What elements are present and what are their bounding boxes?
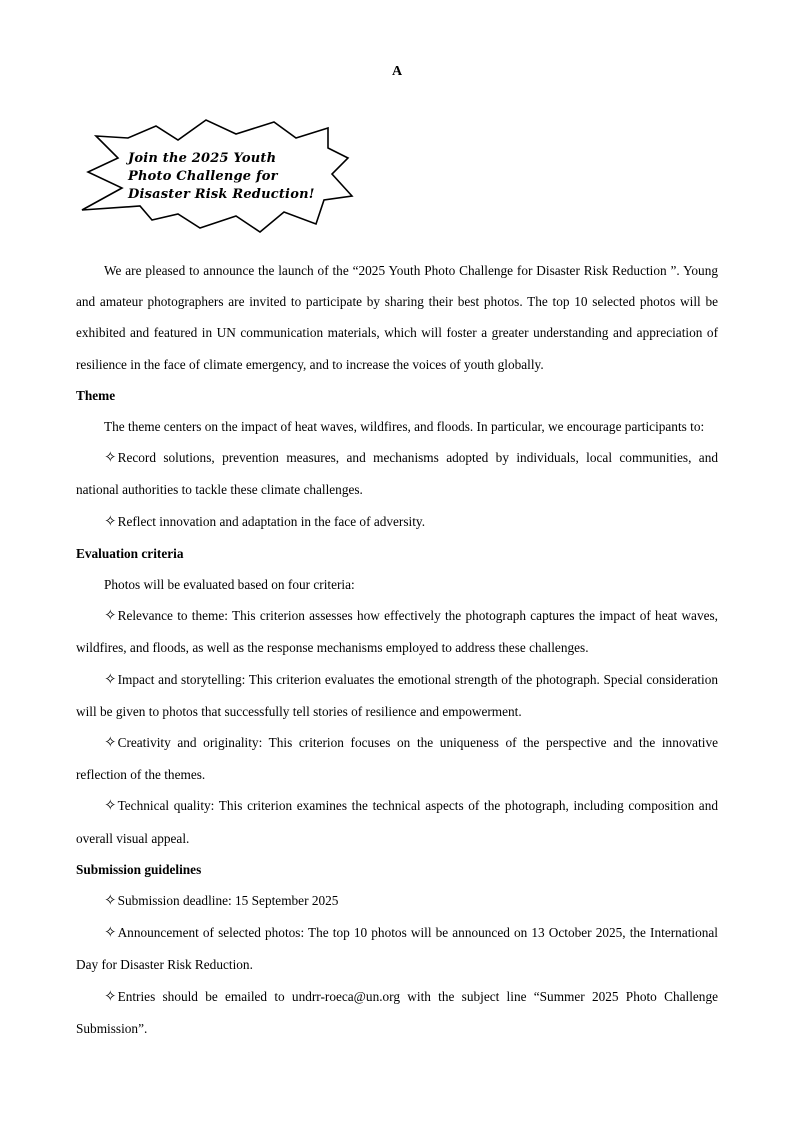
evaluation-paragraph: Photos will be evaluated based on four criteria: — [104, 577, 355, 593]
submission-bullet-text: Announcement of selected photos: The top 10 photos will be announced on 13 October 2025, the International Day for Disaster Risk Reduction. — [76, 925, 718, 973]
star-bullet-icon: ✧ — [104, 450, 117, 467]
evaluation-bullet-text: Creativity and originality: This criterion focuses on the uniqueness of the perspective and the innovative reflection of the themes. — [76, 735, 718, 783]
theme-paragraph: The theme centers on the impact of heat waves, wildfires, and floods. In particular, we encourage participants to: — [104, 419, 705, 435]
submission-bullet — [76, 917, 718, 980]
theme-bullet-text: Record solutions, prevention measures, and mechanisms adopted by individuals, local communities, and national authorities to tackle these climate challenges. — [76, 450, 718, 498]
evaluation-bullet-text: Relevance to theme: This criterion assesses how effectively the photograph captures the impact of heat waves, wildfires, and floods, as well as the response mechanisms employed to address these challenges. — [76, 608, 718, 656]
submission-bullet-text: Entries should be emailed to undrr-roeca@un.org with the subject line “Summer 2025 Photo Challenge Submission”. — [76, 988, 718, 1036]
evaluation-bullet-text: Impact and storytelling: This criterion evaluates the emotional strength of the photograph. Special consideration will be given to photos that successfully tell stories of resilience and empowerment. — [76, 671, 718, 719]
submission-heading: Submission guidelines — [76, 861, 202, 877]
star-bullet-icon: ✧ — [104, 735, 117, 752]
evaluation-bullet — [76, 727, 718, 790]
evaluation-heading: Evaluation criteria — [76, 545, 184, 561]
evaluation-bullet — [76, 790, 718, 853]
submission-bullet — [76, 885, 718, 917]
intro-paragraph: We are pleased to announce the launch of the “2025 Youth Photo Challenge for Disaster Risk Reduction ”. Young and amateur photographers are invited to participate by sharing their best photos. The top 10 selected photos will be exhibited and featured in UN communication materials, which will foster a greater understanding and appreciation of resilience in the face of climate emergency, and to increase the voices of youth globally. — [76, 263, 718, 372]
star-bullet-icon: ✧ — [104, 988, 117, 1005]
star-bullet-icon: ✧ — [104, 608, 117, 625]
star-bullet-icon: ✧ — [104, 671, 117, 688]
theme-heading: Theme — [76, 387, 116, 403]
banner-line-2: Photo Challenge for — [128, 169, 278, 184]
banner-line-1: Join the 2025 Youth — [128, 151, 277, 166]
submission-bullet — [76, 981, 718, 1044]
star-bullet-icon: ✧ — [104, 513, 117, 530]
star-bullet-icon: ✧ — [104, 893, 117, 910]
starburst-banner — [78, 116, 358, 242]
banner-text — [128, 150, 315, 204]
theme-bullet — [76, 442, 718, 505]
document-body — [76, 255, 718, 1044]
star-bullet-icon: ✧ — [104, 925, 117, 942]
banner-line-3: Disaster Risk Reduction! — [128, 187, 315, 202]
star-bullet-icon: ✧ — [104, 798, 117, 815]
theme-bullet — [76, 506, 718, 538]
evaluation-bullet — [76, 600, 718, 663]
evaluation-bullet — [76, 664, 718, 727]
submission-bullet-text: Submission deadline: 15 September 2025 — [117, 893, 339, 909]
theme-bullet-text: Reflect innovation and adaptation in the face of adversity. — [117, 513, 426, 529]
evaluation-bullet-text: Technical quality: This criterion examines the technical aspects of the photograph, including composition and overall visual appeal. — [76, 798, 718, 846]
page-label: A — [391, 64, 403, 79]
